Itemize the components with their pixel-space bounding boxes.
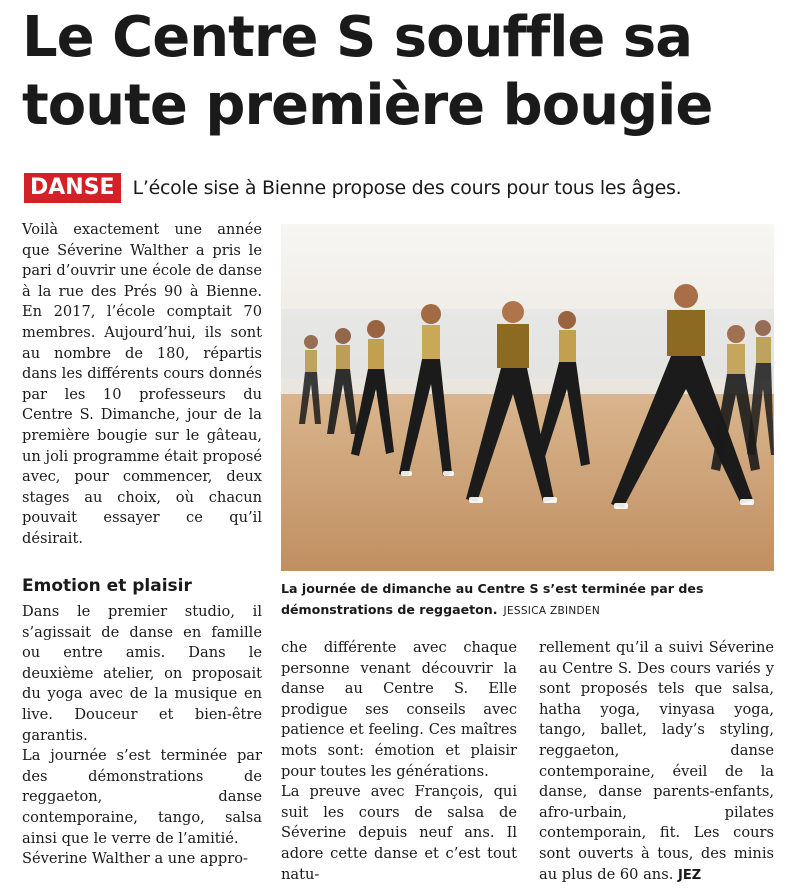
dance-photo [281, 224, 774, 571]
paragraph: Séverine Walther a une appro- [22, 850, 248, 868]
subhead: Emotion et plaisir [22, 576, 192, 596]
headline-line-2: toute première bougie [22, 73, 713, 138]
section-tag: DANSE [24, 173, 121, 203]
body-column-2 [281, 638, 517, 885]
caption-text: La journée de dimanche au Centre S s’est terminée par des démonstrations de reggaeton. [281, 581, 704, 617]
body-column-1 [22, 602, 262, 870]
author-signature: JEZ [677, 867, 702, 883]
headline [22, 4, 782, 140]
body-column-3 [539, 638, 774, 886]
photo-caption [281, 578, 774, 622]
photo-credit: JESSICA ZBINDEN [503, 605, 600, 617]
paragraph-text: rellement qu’il a suivi Séverine au Centre S. Des cours variés y sont proposés tels que salsa, hatha yoga, vinyasa yoga, tango, ballet, lady’s styling, reggaeton, danse contemporaine, éveil de la danse, danse parents-enfants, afro-urbain, pilates contemporain, fit. Les cours sont ouverts à tous, des minis au plus de 60 ans. [539, 639, 774, 883]
headline-line-1: Le Centre S souffle sa [22, 5, 692, 70]
paragraph: Dans le premier studio, il s’agissait de danse en famille ou entre amis. Dans le deuxième atelier, on proposait du yoga avec de la musique en live. Douceur et bien-être garantis. [22, 603, 262, 744]
kicker-row [22, 170, 681, 206]
dance-photo-illustration [281, 224, 774, 571]
paragraph: che différente avec chaque personne venant découvrir la danse au Centre S. Elle prodigue ses conseils avec patience et feeling. Ces maîtres mots sont: émotion et plaisir pour toutes les générations. [281, 639, 517, 780]
paragraph [539, 638, 774, 886]
intro-column [22, 220, 262, 550]
paragraph: La preuve avec François, qui suit les cours de salsa de Séverine depuis neuf ans. Il adore cette danse et c’est tout natu- [281, 783, 517, 883]
deck: L’école sise à Bienne propose des cours pour tous les âges. [132, 177, 682, 199]
intro-paragraph: Voilà exactement une année que Séverine Walther a pris le pari d’ouvrir une école de danse à la rue des Prés 90 à Bienne. En 2017, l’école comptait 70 membres. Aujourd’hui, ils sont au nombre de 180, répartis dans les différents cours donnés par les 10 professeurs du Centre S. Dimanche, jour de la première bougie sur le gâteau, un joli programme était proposé avec, pour commencer, deux stages au choix, où chacun pouvait essayer ce qu’il désirait. [22, 221, 262, 547]
paragraph: La journée s’est terminée par des démonstrations de reggaeton, danse contemporaine, tango, salsa ainsi que le verre de l’amitié. [22, 747, 262, 847]
